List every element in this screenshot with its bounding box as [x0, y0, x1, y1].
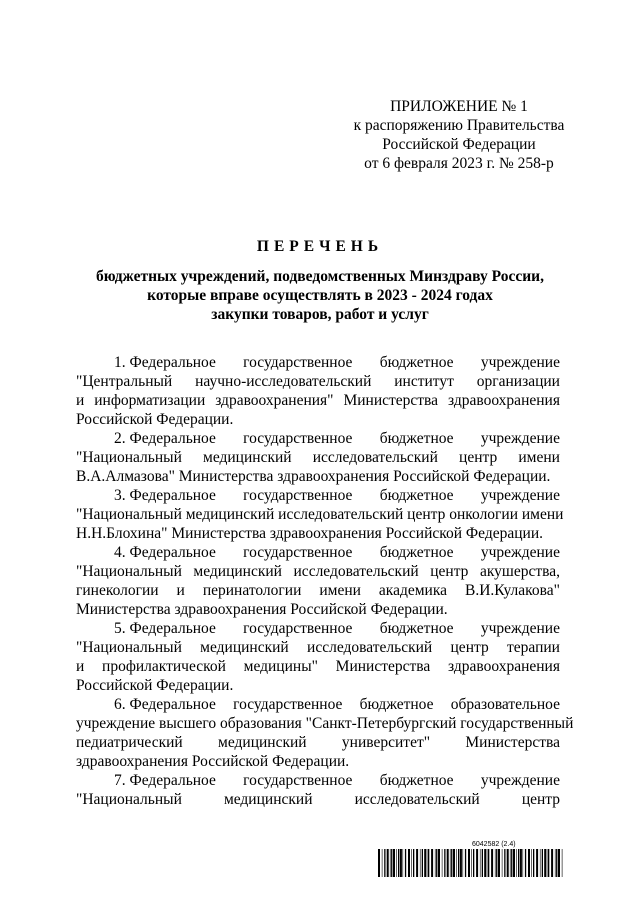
barcode-bar [451, 849, 452, 877]
list-item-word: гинекологии [76, 582, 159, 599]
barcode-bar [468, 849, 470, 877]
list-item-line [76, 771, 560, 790]
list-item-line [76, 486, 560, 505]
list-item-word: государственное [243, 354, 353, 371]
list-item-word: учреждение [480, 487, 560, 504]
barcode-bar [548, 849, 549, 877]
list-item [76, 486, 564, 543]
barcode-bar [487, 849, 488, 877]
list-item-word: 1. Федеральное [114, 354, 216, 371]
list-item-word: Министерства [335, 658, 431, 675]
barcode-bar [491, 849, 493, 877]
list-item [76, 543, 560, 619]
barcode-bar [540, 849, 541, 877]
barcode-bar [542, 849, 543, 877]
barcode-bar [555, 849, 556, 877]
barcode-image [378, 849, 564, 877]
barcode-bar [547, 849, 548, 877]
list-item-word: центр [459, 449, 498, 466]
list-item [76, 429, 560, 486]
barcode-bar [465, 849, 466, 877]
document-title: ПЕРЕЧЕНЬ [256, 238, 384, 255]
list-item-word: государственное [243, 544, 353, 561]
list-item-line [76, 676, 560, 695]
barcode-bar [516, 849, 517, 877]
barcode-bar [471, 849, 472, 877]
list-item-word: 3. Федеральное [114, 487, 216, 504]
appendix-reference: к распоряжению Правительства [353, 117, 565, 134]
list-item-line [76, 790, 560, 809]
list-item-word: имени [518, 449, 560, 466]
list-item-word: институт [394, 373, 454, 390]
list-item-word: образовательное [450, 696, 560, 713]
barcode-bar [416, 849, 418, 877]
list-item-word: исследовательский [307, 639, 433, 656]
list-item-word: Российской Федерации. [76, 411, 234, 428]
institution-list [76, 353, 574, 809]
list-item-word: учреждение [480, 544, 560, 561]
list-item-line [76, 695, 560, 714]
list-item-word: научно-исследовательский [195, 373, 372, 390]
barcode-bar [384, 849, 385, 877]
barcode-bar [523, 849, 524, 877]
list-item-word: здравоохранения [448, 658, 560, 675]
list-item-word: исследовательский [293, 563, 419, 580]
list-item-line [76, 714, 574, 733]
appendix-number: ПРИЛОЖЕНИЕ № 1 [390, 98, 528, 115]
list-item-word: В.И.Кулакова" [465, 582, 560, 599]
list-item-word: академика [378, 582, 448, 599]
list-item-word: бюджетное [379, 620, 454, 637]
barcode-bar [391, 849, 392, 877]
list-item-word: бюджетное [379, 544, 454, 561]
list-item-word: центр [430, 563, 469, 580]
barcode-bar [502, 849, 503, 877]
list-item-word: терапии [507, 639, 560, 656]
list-item-word: бюджетное [359, 696, 434, 713]
list-item-word: бюджетное [379, 354, 454, 371]
barcode-bar [444, 849, 445, 877]
list-item-word: бюджетное [379, 772, 454, 789]
subtitle-line: которые вправе осуществлять в 2023 - 2024 годах [147, 287, 493, 304]
appendix-date: от 6 февраля 2023 г. № 258-р [364, 155, 554, 172]
list-item-word: 4. Федеральное [114, 544, 216, 561]
barcode-bar [400, 849, 402, 877]
subtitle-line: бюджетных учреждений, подведомственных Минздраву России, [96, 268, 544, 285]
barcode-bar [496, 849, 497, 877]
barcode-bar [458, 849, 459, 877]
list-item-word: "Национальный [76, 449, 182, 466]
list-item-line [76, 353, 560, 372]
barcode-bar [513, 849, 515, 877]
list-item-word: Министерства [343, 392, 439, 409]
list-item-word: центр [450, 639, 489, 656]
list-item-word: медицинский [223, 791, 313, 808]
barcode-bar [442, 849, 443, 877]
list-item-word: имени [319, 582, 361, 599]
list-item-word: "Национальный [76, 563, 182, 580]
barcode-bar [435, 849, 436, 877]
list-item-line [76, 467, 560, 486]
barcode-bar [456, 849, 457, 877]
list-item-word: перинатологии [202, 582, 302, 599]
list-item [76, 619, 560, 695]
list-item-word: государственное [243, 620, 353, 637]
list-item-word: "Национальный [76, 791, 182, 808]
list-item-word: медицинский [193, 563, 282, 580]
barcode-bar [447, 849, 449, 877]
barcode-bar [413, 849, 414, 877]
list-item-word: исследовательский [312, 449, 438, 466]
list-item-word: государственное [243, 430, 353, 447]
list-item-line [76, 391, 560, 410]
barcode-bar [520, 849, 522, 877]
list-item [76, 695, 574, 771]
list-item-word: исследовательский [354, 791, 480, 808]
barcode-bar [428, 849, 429, 877]
list-item-word: бюджетное [379, 430, 454, 447]
barcode-bar [390, 849, 391, 877]
appendix-authority: Российской Федерации [382, 136, 536, 153]
barcode-bar [405, 849, 406, 877]
list-item [76, 353, 560, 429]
list-item-word: Министерства [465, 734, 560, 751]
list-item-line [76, 505, 564, 524]
barcode-bar [531, 849, 532, 877]
list-item-line [76, 524, 560, 543]
barcode-bar [398, 849, 399, 877]
document-subtitle [40, 267, 600, 324]
list-item-word: медицины" [243, 658, 318, 675]
list-item-word: учреждение [480, 620, 560, 637]
list-item-word: медицинский [218, 734, 307, 751]
barcode-bar [484, 849, 486, 877]
list-item-line [76, 600, 560, 619]
list-item-word: 2. Федеральное [114, 430, 216, 447]
barcode-bar [480, 849, 481, 877]
list-item-word: В.А.Алмазова" Министерства здравоохранения Российской Федерации. [76, 468, 551, 485]
barcode-bar [438, 849, 440, 877]
barcode-bar [411, 849, 412, 877]
list-item-word: и [76, 658, 85, 675]
barcode-bar [510, 849, 511, 877]
list-item-line [76, 448, 560, 467]
barcode-bar [495, 849, 496, 877]
list-item-line [76, 638, 560, 657]
list-item-word: педиатрический [76, 734, 183, 751]
barcode-bar [533, 849, 534, 877]
list-item-word: 7. Федеральное [114, 772, 216, 789]
list-item-word: государственное [233, 696, 343, 713]
barcode-bar [420, 849, 421, 877]
barcode-bar [473, 849, 474, 877]
barcode-bar [427, 849, 428, 877]
barcode-label: 6042582 (2.4) [472, 841, 516, 848]
barcode-bar [504, 849, 505, 877]
list-item-word: акушерства, [479, 563, 560, 580]
barcode-bar [424, 849, 426, 877]
barcode-bar [378, 849, 380, 877]
subtitle-line: закупки товаров, работ и услуг [211, 306, 429, 323]
barcode-bar [460, 849, 462, 877]
list-item-word: университет" [341, 734, 431, 751]
list-item-word: Н.Н.Блохина" Министерства здравоохранения Российской Федерации. [76, 525, 543, 542]
barcode-bar [507, 849, 509, 877]
list-item-line [76, 619, 560, 638]
list-item-line [76, 543, 560, 562]
barcode-bar [396, 849, 397, 877]
barcode-bar [551, 849, 553, 877]
barcode-bar [382, 849, 383, 877]
barcode-bar [436, 849, 437, 877]
barcode-bar [450, 849, 451, 877]
list-item-line [76, 733, 560, 752]
list-item-word: бюджетное [379, 487, 454, 504]
barcode-bar [488, 849, 489, 877]
list-item-word: "Национальный медицинский исследовательский центр онкологии имени [76, 506, 564, 523]
list-item-word: учреждение [480, 772, 560, 789]
barcode-bar [408, 849, 410, 877]
list-item-line [76, 657, 560, 676]
barcode-bar [387, 849, 389, 877]
list-item-line [76, 429, 560, 448]
list-item-line [76, 562, 560, 581]
list-item-word: Российской Федерации. [76, 677, 234, 694]
barcode-bar [453, 849, 455, 877]
barcode-bar [536, 849, 538, 877]
list-item-word: учреждение [480, 430, 560, 447]
barcode-bar [528, 849, 530, 877]
list-item-word: здравоохранения [448, 392, 560, 409]
list-item-word: медицинский [203, 449, 292, 466]
list-item-word: информатизации [94, 392, 206, 409]
barcode-bar [403, 849, 404, 877]
barcode-bar [511, 849, 512, 877]
barcode-bar [476, 849, 478, 877]
list-item-word: и [176, 582, 185, 599]
barcode-bar [556, 849, 557, 877]
list-item-line [76, 372, 560, 391]
barcode-bar [463, 849, 464, 877]
list-item-word: государственное [243, 772, 353, 789]
list-item-word: медицинский [200, 639, 289, 656]
barcode-bar [482, 849, 483, 877]
list-item-word: центр [521, 791, 560, 808]
list-item-word: здравоохранения Российской Федерации. [76, 753, 350, 770]
list-item-word: 6. Федеральное [114, 696, 216, 713]
list-item-word: организации [476, 373, 560, 390]
list-item-word: "Национальный [76, 639, 182, 656]
barcode-bar [422, 849, 423, 877]
list-item-line [76, 581, 560, 600]
barcode-bar [544, 849, 546, 877]
list-item-line [76, 752, 560, 771]
barcode-bar [498, 849, 500, 877]
barcode-bar [562, 849, 563, 877]
barcode-bar [518, 849, 519, 877]
barcode-bar [393, 849, 395, 877]
list-item [76, 771, 560, 809]
list-item-word: учреждение [480, 354, 560, 371]
list-item-line [76, 410, 560, 429]
list-item-word: Министерства здравоохранения Российской Федерации. [76, 601, 448, 618]
list-item-word: государственное [243, 487, 353, 504]
list-item-word: учреждение высшего образования "Санкт-Петербургский государственный [76, 715, 574, 732]
barcode-bar [431, 849, 433, 877]
barcode-bar [558, 849, 560, 877]
appendix-header [340, 97, 578, 173]
list-item-word: профилактической [102, 658, 226, 675]
list-item-word: 5. Федеральное [114, 620, 216, 637]
list-item-word: и [76, 392, 85, 409]
barcode-bar [525, 849, 526, 877]
list-item-word: "Центральный [76, 373, 173, 390]
list-item-word: здравоохранения" [215, 392, 334, 409]
